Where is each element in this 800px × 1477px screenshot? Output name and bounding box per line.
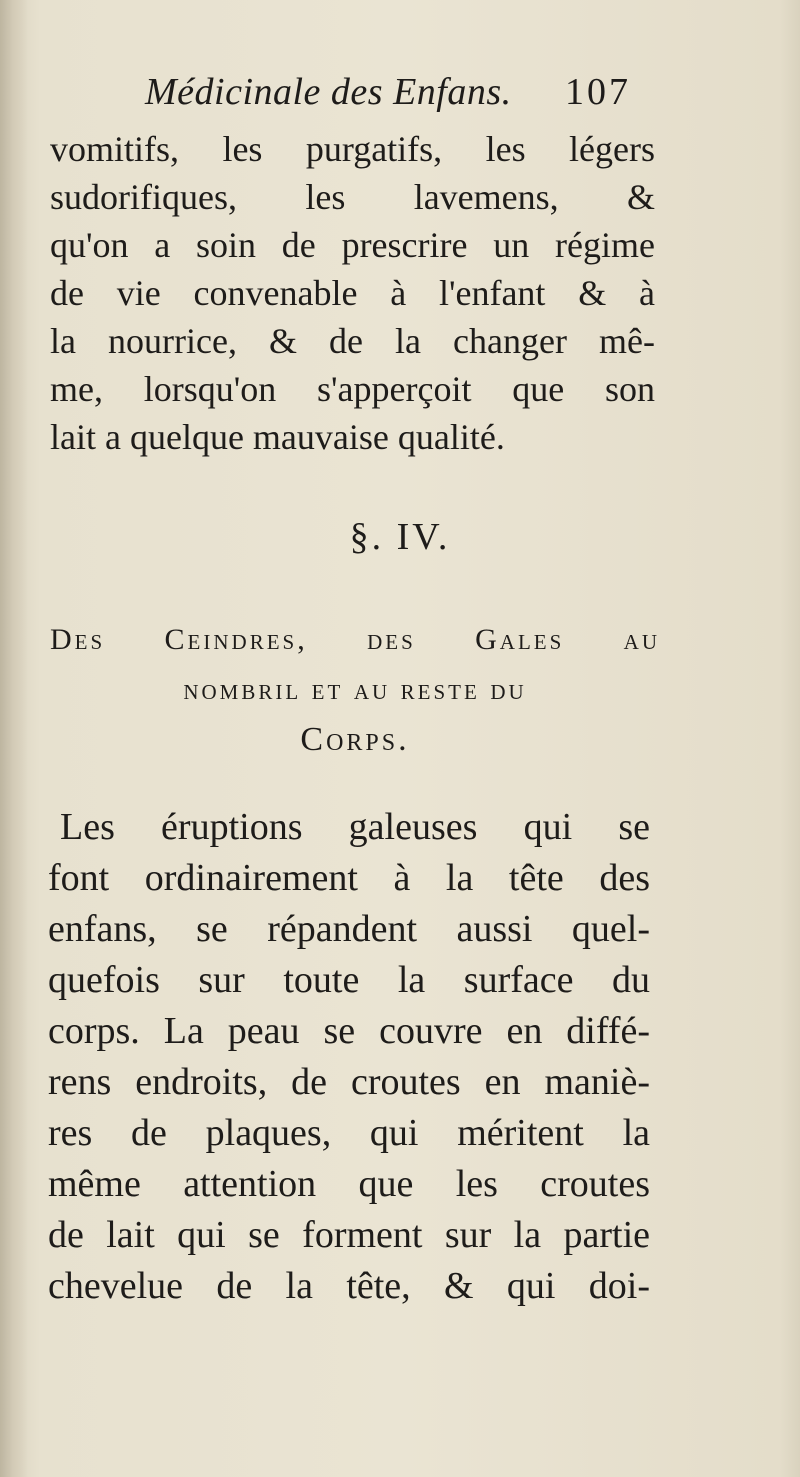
paragraph-line: sudorifiques, les lavemens, & [50, 177, 655, 217]
page-gutter-shadow [0, 0, 28, 1477]
paragraph-line: res de plaques, qui méritent la [48, 1112, 650, 1154]
section-mark: §. IV. [349, 516, 451, 558]
body-paragraph [48, 802, 650, 1312]
paragraph-line: vomitifs, les purgatifs, les légers [50, 129, 655, 169]
paragraph-line: rens endroits, de croutes en maniè- [48, 1061, 650, 1103]
paragraph-line: qu'on a soin de prescrire un régime [50, 225, 655, 265]
paragraph-line: la nourrice, & de la changer mê- [50, 321, 655, 361]
running-title: Médicinale des Enfans. [145, 71, 512, 113]
paragraph-line: de lait qui se forment sur la partie [48, 1214, 650, 1256]
heading-line: Corps. [300, 721, 410, 758]
section-heading [50, 615, 660, 765]
paragraph-line: Les éruptions galeuses qui se [60, 806, 650, 848]
paragraph-line: même attention que les croutes [48, 1163, 650, 1205]
paragraph-line: lait a quelque mauvaise qualité. [50, 417, 505, 457]
paragraph-line: de vie convenable à l'enfant & à [50, 273, 655, 313]
paragraph-line: quefois sur toute la surface du [48, 959, 650, 1001]
top-paragraph [50, 125, 655, 461]
running-header [145, 70, 665, 122]
paragraph-line: corps. La peau se couvre en diffé- [48, 1010, 650, 1052]
paragraph-line: chevelue de la tête, & qui doi- [48, 1265, 650, 1307]
heading-line: nombril et au reste du [183, 673, 527, 706]
paragraph-line: enfans, se répandent aussi quel- [48, 908, 650, 950]
paragraph-line: me, lorsqu'on s'apperçoit que son [50, 369, 655, 409]
heading-line: Des Ceindres, des Gales au [50, 623, 660, 656]
page-number: 107 [565, 71, 631, 113]
paragraph-line: font ordinairement à la tête des [48, 857, 650, 899]
